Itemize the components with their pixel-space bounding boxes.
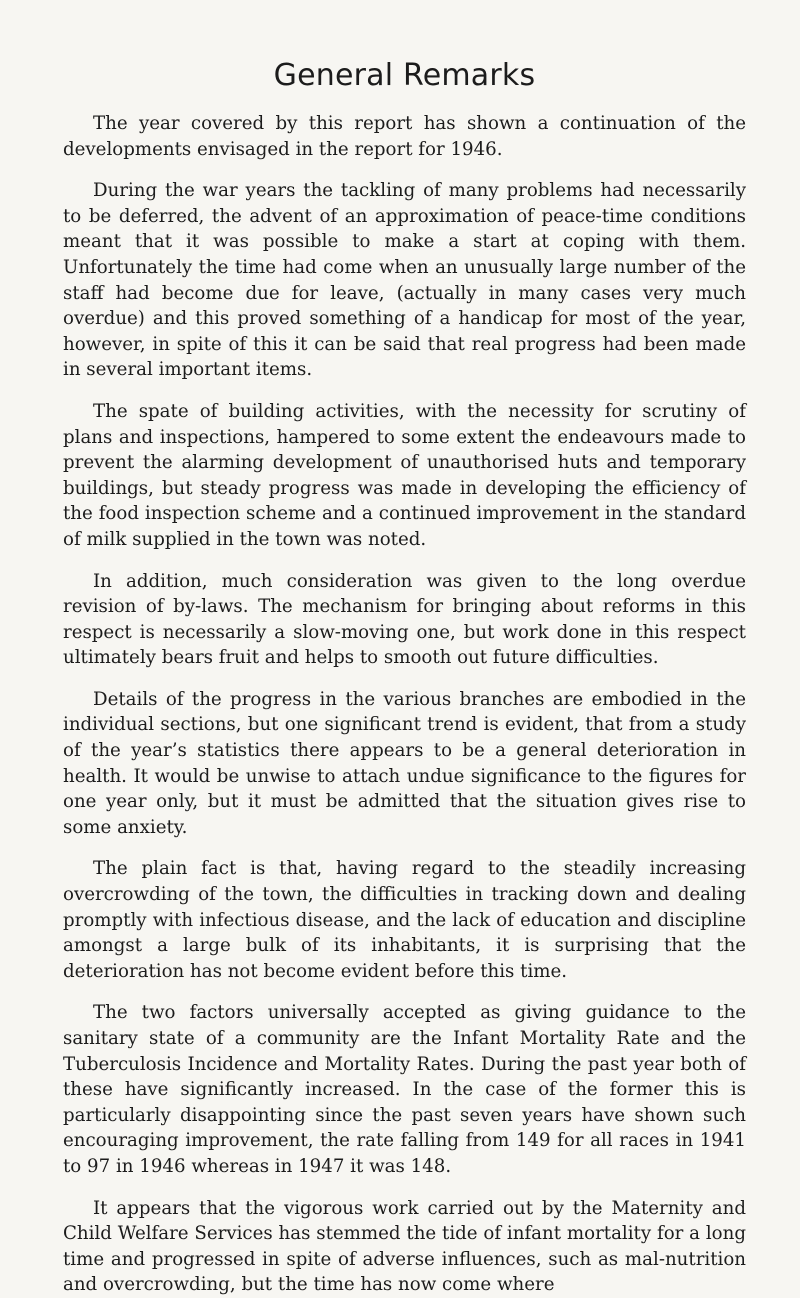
paragraph-6: The plain fact is that, having regard to the steadily increasing overcrowding of the town, the difficulties in tracking down and dealing promptly with infectious disease, and the lack of education and discipline amongst a large bulk of its inhabitants, it is surprising that the deterioration has not become evident before this time. [63, 858, 746, 982]
paragraph-3: The spate of building activities, with the necessity for scrutiny of plans and inspections, hampered to some extent the endeavours made to prevent the alarming development of unauthorised huts and temporary buildings, but steady progress was made in developing the efficiency of the food inspection scheme and a continued improvement in the standard of milk supplied in the town was noted. [63, 400, 746, 550]
paragraph-7: The two factors universally accepted as giving guidance to the sanitary state of a community are the Infant Mortality Rate and the Tuberculosis Incidence and Mortality Rates. During the past year both of these have significantly increased. In the case of the former this is particularly disappointing since the past seven years have shown such encouraging improvement, the rate falling from 149 for all races in 1941 to 97 in 1946 whereas in 1947 it was 148. [63, 1002, 746, 1177]
paragraph-4: In addition, much consideration was given to the long overdue revision of by-laws. The mechanism for bringing about reforms in this respect is necessarily a slow-moving one, but work done in this respect ultimately bears fruit and helps to smooth out future difficulties. [63, 570, 746, 669]
paragraph-8: It appears that the vigorous work carried out by the Maternity and Child Welfare Services has stemmed the tide of infant mortality for a long time and progressed in spite of adverse influences, such as mal-nutrition and overcrowding, but the time has now come where [63, 1197, 746, 1296]
page-title: General Remarks [273, 58, 536, 93]
paragraph-5: Details of the progress in the various branches are embodied in the individual sections, but one significant trend is evident, that from a study of the year’s statistics there appears to be a general deterioration in health. It would be unwise to attach undue significance to the figures for one year only, but it must be admitted that the situation gives rise to some anxiety. [63, 688, 746, 838]
paragraph-1: The year covered by this report has shown a continuation of the developments envisaged in the report for 1946. [63, 113, 746, 160]
paragraph-2: During the war years the tackling of many problems had necessarily to be deferred, the advent of an approximation of peace-time conditions meant that it was possible to make a start at coping with them. Unfortunately the time had come when an unusually large number of the staff had become due for leave, (actually in many cases very much overdue) and this proved something of a handicap for most of the year, however, in spite of this it can be said that real progress had been made in several important items. [63, 180, 746, 381]
body-text [63, 111, 746, 1298]
